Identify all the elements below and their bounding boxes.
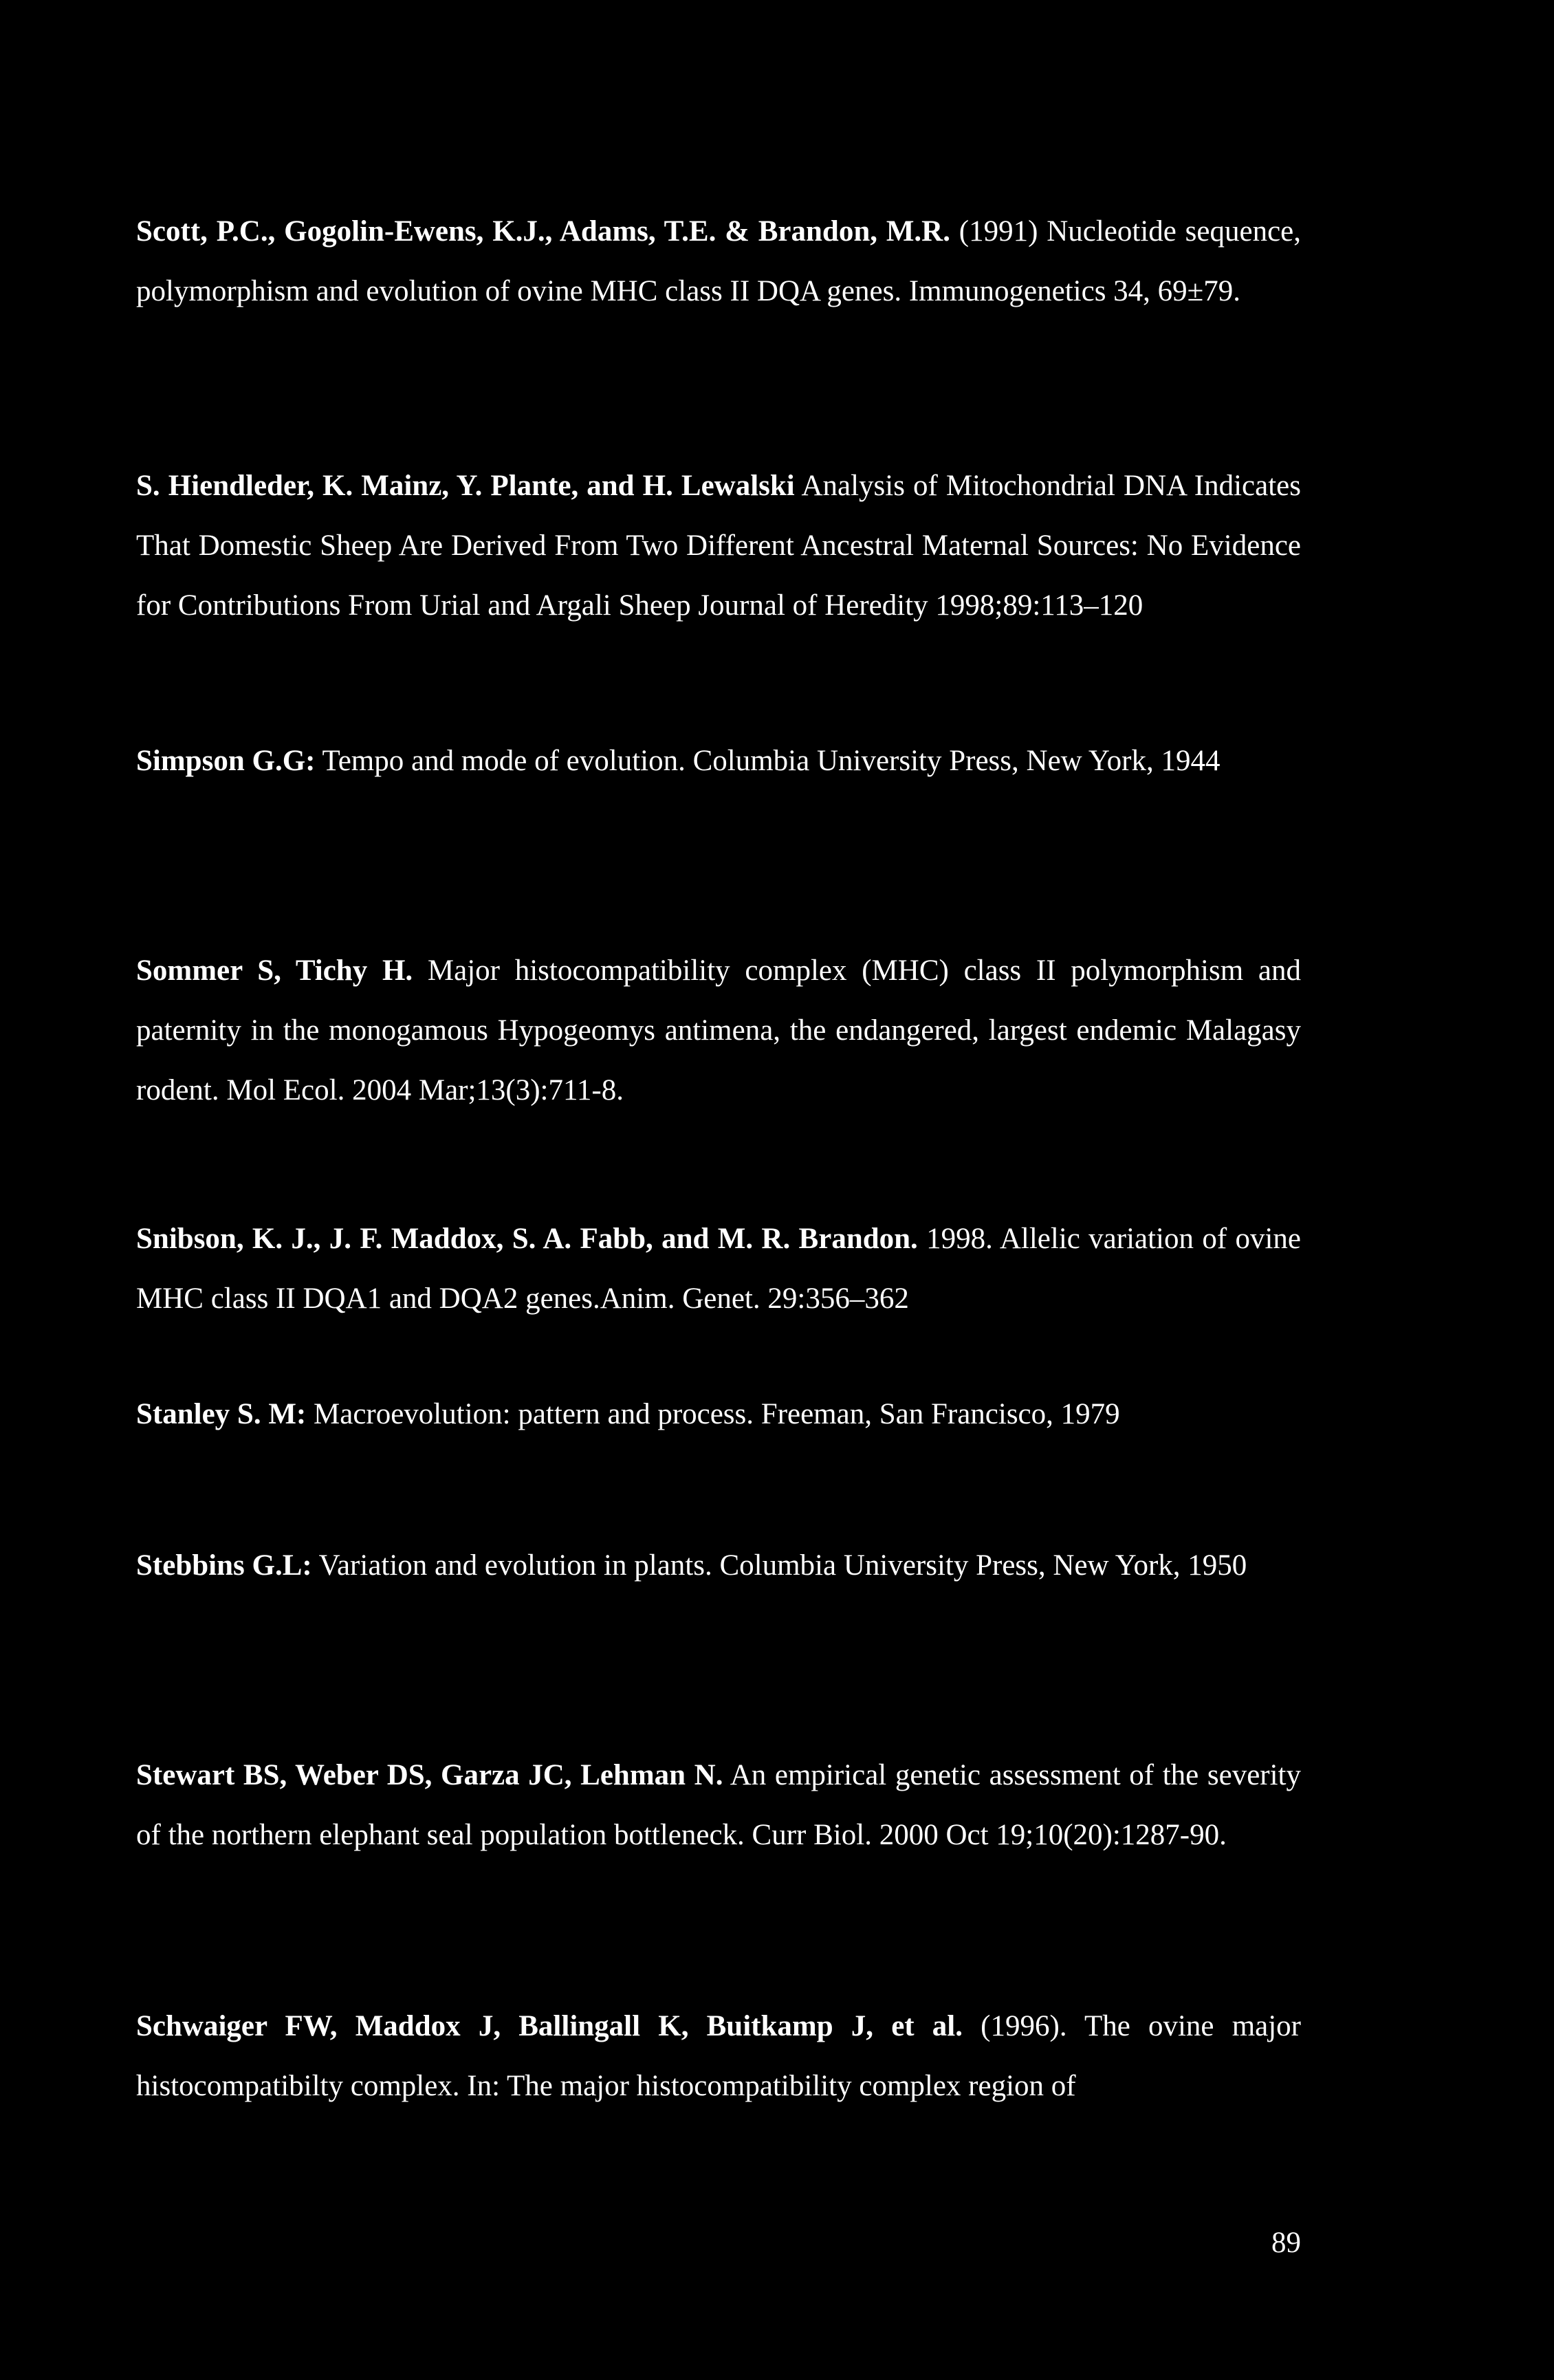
reference-authors: Sommer S, Tichy H. [136, 954, 413, 987]
reference-entry [136, 1536, 1301, 1595]
reference-details: Macroevolution: pattern and process. Freeman, San Francisco, 1979 [306, 1398, 1120, 1430]
reference-details: (1996). The ovine major histocompatibilty complex. In: The major histocompatibility complex region of [136, 2010, 1301, 2102]
reference-entry [136, 1209, 1301, 1329]
reference-details: Major histocompatibility complex (MHC) class II polymorphism and paternity in the monogamous Hypogeomys antimena, the endangered, largest endemic Malagasy rodent. Mol Ecol. 2004 Mar;13(3):711-8. [136, 954, 1301, 1106]
reference-entry [136, 201, 1301, 321]
reference-entry [136, 941, 1301, 1120]
reference-authors: Stanley S. M: [136, 1398, 307, 1430]
reference-authors: S. Hiendleder, K. Mainz, Y. Plante, and H. Lewalski [136, 470, 795, 502]
reference-entry [136, 1745, 1301, 1865]
reference-authors: Simpson G.G: [136, 745, 316, 777]
reference-entry [136, 456, 1301, 635]
reference-authors: Scott, P.C., Gogolin-Ewens, K.J., Adams, T.E. & Brandon, M.R. [136, 215, 950, 248]
reference-entry [136, 731, 1301, 791]
reference-entry [136, 1384, 1301, 1444]
reference-authors: Stebbins G.L: [136, 1549, 312, 1582]
reference-authors: Stewart BS, Weber DS, Garza JC, Lehman N. [136, 1759, 723, 1791]
page-number: 89 [1271, 2227, 1301, 2259]
reference-details: 1998. Allelic variation of ovine MHC class II DQA1 and DQA2 genes.Anim. Genet. 29:356–362 [136, 1223, 1301, 1315]
reference-authors: Schwaiger FW, Maddox J, Ballingall K, Buitkamp J, et al. [136, 2010, 963, 2042]
reference-details: Analysis of Mitochondrial DNA Indicates That Domestic Sheep Are Derived From Two Different Ancestral Maternal Sources: No Evidence for Contributions From Urial and Argali Sheep Journal of Heredity 1998;89:113–120 [136, 470, 1301, 622]
reference-authors: Snibson, K. J., J. F. Maddox, S. A. Fabb, and M. R. Brandon. [136, 1223, 918, 1255]
reference-details: An empirical genetic assessment of the severity of the northern elephant seal population bottleneck. Curr Biol. 2000 Oct 19;10(20):1287-90. [136, 1759, 1301, 1851]
reference-details: Tempo and mode of evolution. Columbia University Press, New York, 1944 [315, 745, 1221, 777]
reference-details: Variation and evolution in plants. Columbia University Press, New York, 1950 [311, 1549, 1247, 1582]
reference-entry [136, 1996, 1301, 2116]
reference-details: (1991) Nucleotide sequence, polymorphism and evolution of ovine MHC class II DQA genes. Immunogenetics 34, 69±79. [136, 215, 1301, 307]
